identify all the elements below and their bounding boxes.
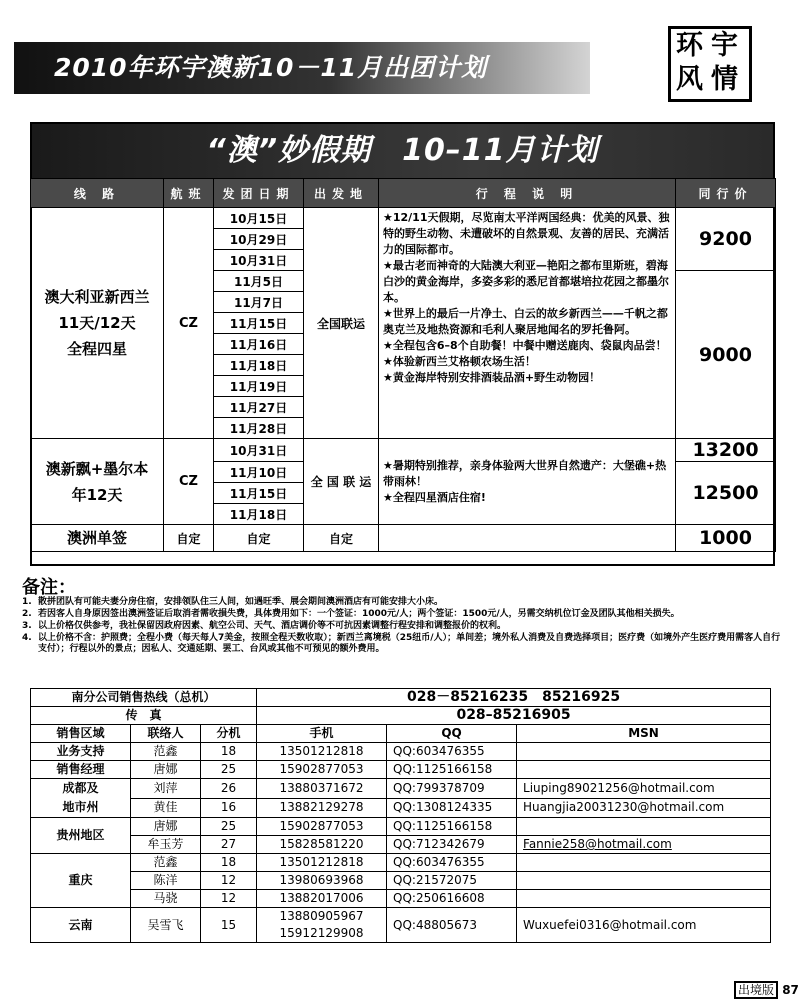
qq: QQ:712342679 bbox=[387, 836, 517, 854]
logo-char: 环 bbox=[676, 30, 703, 61]
page-number: 87 bbox=[782, 983, 799, 997]
col-header: MSN bbox=[517, 725, 771, 743]
region: 云南 bbox=[31, 908, 131, 943]
note-text: 散拼团队有可能夫妻分房住宿，安排领队住三人间，如遇旺季、展会期间澳洲酒店有可能安排大小床。 bbox=[38, 597, 444, 607]
mobile: 15902877053 bbox=[257, 761, 387, 779]
msn bbox=[517, 818, 771, 836]
qq: QQ:1125166158 bbox=[387, 818, 517, 836]
table-row bbox=[31, 761, 771, 779]
price: 9000 bbox=[676, 271, 776, 439]
extension: 18 bbox=[201, 743, 257, 761]
table-row bbox=[31, 779, 771, 799]
departure-date: 10月29日 bbox=[214, 229, 304, 250]
note-text: 若因客人自身原因签出澳洲签证后取消者需收損失费，具体费用如下：一个签证：1000元/人；两个签证：1500元/人，另需交纳机位订金及团队其他相关损失。 bbox=[38, 609, 680, 619]
itinerary-line: ★世界上的最后一片净土、白云的故乡新西兰——千帆之都奥克兰及地热资源和毛利人聚居地闻名的罗托鲁阿。 bbox=[383, 307, 668, 336]
mobile: 13980693968 bbox=[257, 872, 387, 890]
extension: 15 bbox=[201, 908, 257, 943]
logo-char: 风 bbox=[676, 64, 703, 95]
qq: QQ:1125166158 bbox=[387, 761, 517, 779]
msn: Wuxuefei0316@hotmail.com bbox=[517, 908, 771, 943]
itinerary-description bbox=[379, 208, 676, 439]
page-title: 2010年环宇澳新10－11月出团计划 bbox=[14, 42, 590, 94]
origin: 全国联运 bbox=[304, 208, 379, 439]
col-header: 发团日期 bbox=[214, 179, 304, 208]
route-aus-nz bbox=[31, 208, 164, 439]
region: 贵州地区 bbox=[31, 818, 131, 854]
extension: 25 bbox=[201, 818, 257, 836]
note-text: 以上价格不含：护照费；全程小费（每天每人7美金，按照全程天数收取）；新西兰离境税（25纽币/人）；单间差；境外私人消费及自费选择项目；医疗费（如境外产生医疗费用需客人自行支付）；行程以外的景点；因私人、交通延期、罢工、台风或其他不可预见的额外费用。 bbox=[38, 633, 781, 654]
departure-date: 11月18日 bbox=[214, 504, 304, 525]
route-line: 全程四星 bbox=[66, 340, 127, 358]
route-line: 年12天 bbox=[71, 485, 123, 504]
route-visa: 澳洲单签 bbox=[31, 525, 164, 552]
msn bbox=[517, 761, 771, 779]
mobile-line: 13880905967 bbox=[279, 909, 364, 923]
note-number: 1. bbox=[22, 597, 32, 607]
departure-date: 10月31日 bbox=[214, 439, 304, 462]
extension: 12 bbox=[201, 890, 257, 908]
contact-name: 吴雪飞 bbox=[131, 908, 201, 943]
note-item bbox=[22, 609, 782, 620]
itinerary-description bbox=[379, 439, 676, 525]
note-item bbox=[22, 597, 782, 608]
qq: QQ:21572075 bbox=[387, 872, 517, 890]
departure-date: 11月7日 bbox=[214, 292, 304, 313]
itinerary-line: ★黄金海岸特别安排酒装品酒+野生动物园！ bbox=[383, 371, 601, 384]
mobile-line: 15912129908 bbox=[279, 926, 364, 940]
table-row bbox=[31, 743, 771, 761]
col-header: 分机 bbox=[201, 725, 257, 743]
contact-name: 刘萍 bbox=[131, 779, 201, 799]
notes-title: 备注： bbox=[22, 577, 76, 598]
contact-name: 范鑫 bbox=[131, 743, 201, 761]
departure-date: 10月31日 bbox=[214, 250, 304, 271]
extension: 12 bbox=[201, 872, 257, 890]
mobile: 13882017006 bbox=[257, 890, 387, 908]
contact-name: 陈洋 bbox=[131, 872, 201, 890]
region: 销售经理 bbox=[31, 761, 131, 779]
extension: 26 bbox=[201, 779, 257, 799]
extension: 16 bbox=[201, 798, 257, 818]
logo-char: 情 bbox=[711, 64, 738, 95]
extension: 27 bbox=[201, 836, 257, 854]
departure-date: 11月10日 bbox=[214, 462, 304, 483]
col-header: 销售区域 bbox=[31, 725, 131, 743]
origin: 全 国 联 运 bbox=[304, 439, 379, 525]
tour-header-row bbox=[31, 179, 776, 208]
notes-list bbox=[22, 597, 782, 656]
col-header: 手机 bbox=[257, 725, 387, 743]
route-line: 11天/12天 bbox=[58, 314, 136, 332]
mobile: 13501212818 bbox=[257, 854, 387, 872]
itinerary-line: ★12/11天假期，尽览南太平洋两国经典：优美的风景、独特的野生动物、未遭破坏的自然景观、友善的居民、充满活力的国际都市。 bbox=[383, 211, 670, 256]
fax-label: 传 真 bbox=[31, 707, 257, 725]
msn bbox=[517, 872, 771, 890]
mobile: 13880371672 bbox=[257, 779, 387, 799]
col-header: QQ bbox=[387, 725, 517, 743]
col-header: 同行价 bbox=[676, 179, 776, 208]
brand-logo bbox=[668, 26, 752, 102]
note-number: 3. bbox=[22, 621, 32, 631]
table-row bbox=[31, 890, 771, 908]
itinerary-line: ★体验新西兰艾格顿农场生活！ bbox=[383, 355, 536, 368]
mobile: 15902877053 bbox=[257, 818, 387, 836]
route-nz-melbourne bbox=[31, 439, 164, 525]
region bbox=[31, 779, 131, 818]
hotline-label: 南分公司销售热线（总机） bbox=[31, 689, 257, 707]
note-text: 以上价格仅供参考，我社保留因政府因素、航空公司、天气、酒店调价等不可抗因素调整行程安排和调整报价的权利。 bbox=[38, 621, 507, 631]
departure-date: 10月15日 bbox=[214, 208, 304, 229]
region-line: 成都及 bbox=[62, 781, 99, 795]
note-item bbox=[22, 633, 782, 655]
fax-value: 028–85216905 bbox=[257, 707, 771, 725]
qq: QQ:799378709 bbox=[387, 779, 517, 799]
table-row bbox=[31, 908, 771, 943]
qq: QQ:1308124335 bbox=[387, 798, 517, 818]
contact-name: 马骁 bbox=[131, 890, 201, 908]
itinerary-line: ★全程包含6–8个自助餐！中餐中赠送鹿肉、袋鼠肉品尝！ bbox=[383, 339, 667, 352]
price: 1000 bbox=[676, 525, 776, 552]
price: 9200 bbox=[676, 208, 776, 271]
mobile: 15828581220 bbox=[257, 836, 387, 854]
msn: Liuping89021256@hotmail.com bbox=[517, 779, 771, 799]
msn: Huangjia20031230@hotmail.com bbox=[517, 798, 771, 818]
page-footer bbox=[734, 981, 799, 998]
contact-name: 唐娜 bbox=[131, 761, 201, 779]
airline: CZ bbox=[164, 208, 214, 439]
route-line: 澳新飘+墨尔本 bbox=[45, 459, 149, 478]
contact-name: 牟玉芳 bbox=[131, 836, 201, 854]
departure-date: 11月19日 bbox=[214, 376, 304, 397]
qq: QQ:603476355 bbox=[387, 854, 517, 872]
itinerary-line: ★全程四星酒店住宿! bbox=[383, 490, 486, 504]
col-header: 行 程 说 明 bbox=[379, 179, 676, 208]
note-number: 4. bbox=[22, 633, 32, 643]
itinerary-line: ★暑期特别推荐，亲身体验两大世界自然遗产：大堡礁+热带雨林！ bbox=[383, 458, 667, 488]
msn-link[interactable]: Fannie258@hotmail.com bbox=[517, 836, 771, 854]
mobile bbox=[257, 908, 387, 943]
itinerary-description bbox=[379, 525, 676, 552]
table-row bbox=[31, 836, 771, 854]
departure-date: 11月5日 bbox=[214, 271, 304, 292]
itinerary-line: ★最古老而神奇的大陆澳大利亚—艳阳之都布里斯班，碧海白沙的黄金海岸，多姿多彩的悉尼首都堪培拉花园之都墨尔本。 bbox=[383, 259, 669, 304]
note-item bbox=[22, 621, 782, 632]
contact-name: 唐娜 bbox=[131, 818, 201, 836]
region-line: 地市州 bbox=[62, 800, 99, 814]
origin: 自定 bbox=[304, 525, 379, 552]
table-row bbox=[31, 798, 771, 818]
table-row bbox=[31, 818, 771, 836]
hotline-value: 028－85216235 85216925 bbox=[257, 689, 771, 707]
mobile: 13882129278 bbox=[257, 798, 387, 818]
departure-date: 自定 bbox=[214, 525, 304, 552]
msn bbox=[517, 890, 771, 908]
contact-name: 范鑫 bbox=[131, 854, 201, 872]
departure-date: 11月28日 bbox=[214, 418, 304, 439]
mobile: 13501212818 bbox=[257, 743, 387, 761]
region: 重庆 bbox=[31, 854, 131, 908]
departure-date: 11月18日 bbox=[214, 355, 304, 376]
qq: QQ:603476355 bbox=[387, 743, 517, 761]
extension: 25 bbox=[201, 761, 257, 779]
price: 12500 bbox=[676, 462, 776, 525]
plan-title: “澳”妙假期 10–11月计划 bbox=[32, 124, 773, 178]
contact-table bbox=[30, 688, 771, 943]
departure-date: 11月15日 bbox=[214, 313, 304, 334]
col-header: 线 路 bbox=[31, 179, 164, 208]
section-label: 出境版 bbox=[734, 981, 778, 999]
table-row bbox=[31, 872, 771, 890]
table-row bbox=[31, 854, 771, 872]
departure-date: 11月27日 bbox=[214, 397, 304, 418]
qq: QQ:48805673 bbox=[387, 908, 517, 943]
airline: CZ bbox=[164, 439, 214, 525]
contact-header-row bbox=[31, 725, 771, 743]
msn bbox=[517, 854, 771, 872]
col-header: 航班 bbox=[164, 179, 214, 208]
departure-date: 11月15日 bbox=[214, 483, 304, 504]
qq: QQ:250616608 bbox=[387, 890, 517, 908]
logo-char: 宇 bbox=[711, 30, 738, 61]
col-header: 出发地 bbox=[304, 179, 379, 208]
extension: 18 bbox=[201, 854, 257, 872]
airline: 自定 bbox=[164, 525, 214, 552]
note-number: 2. bbox=[22, 609, 32, 619]
contact-name: 黄佳 bbox=[131, 798, 201, 818]
region: 业务支持 bbox=[31, 743, 131, 761]
route-line: 澳大利亚新西兰 bbox=[44, 288, 150, 306]
tour-table bbox=[30, 178, 776, 552]
col-header: 联络人 bbox=[131, 725, 201, 743]
price: 13200 bbox=[676, 439, 776, 462]
msn bbox=[517, 743, 771, 761]
departure-date: 11月16日 bbox=[214, 334, 304, 355]
